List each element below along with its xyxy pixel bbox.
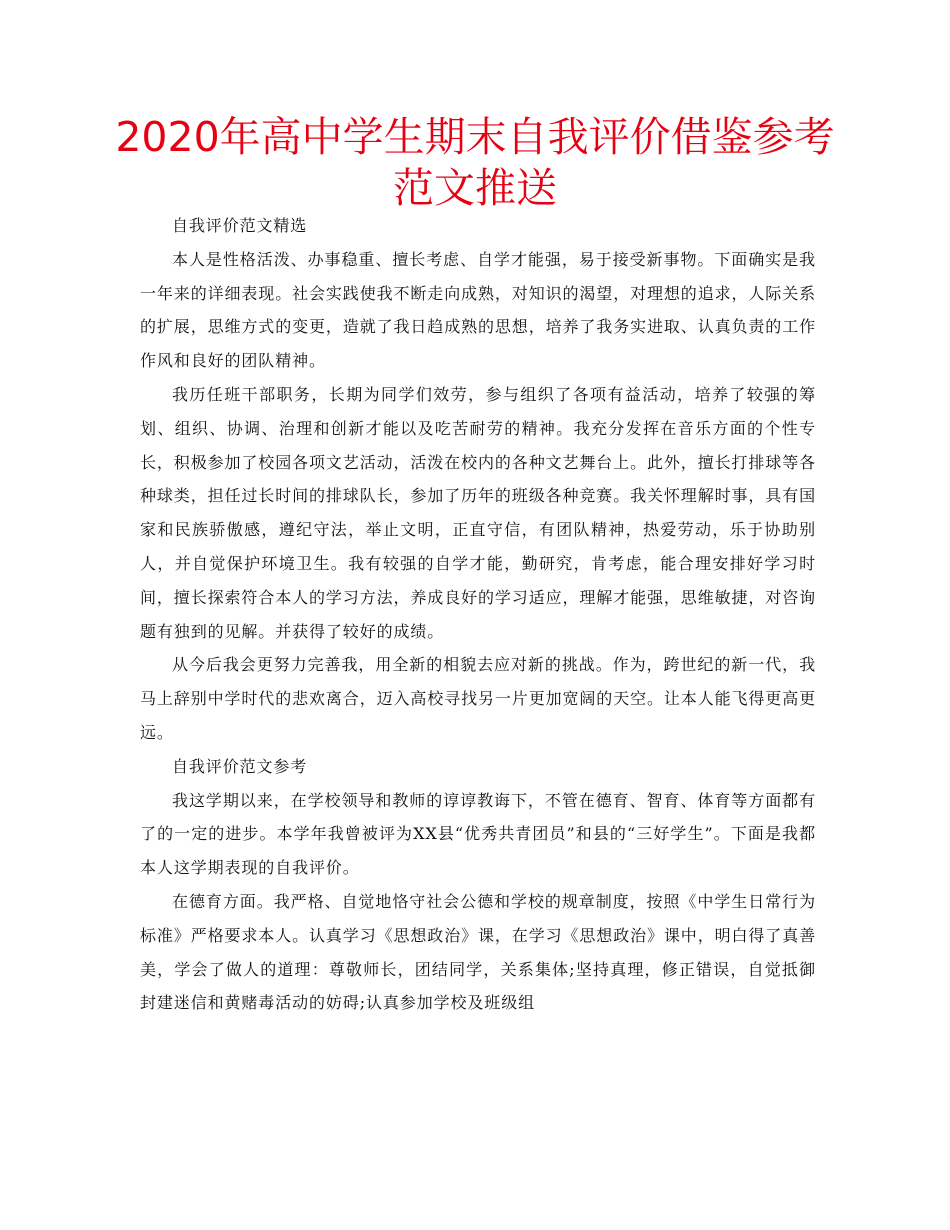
document-title: 2020年高中学生期末自我评价借鉴参考范文推送 [115,113,835,212]
body-paragraph: 我历任班干部职务，长期为同学们效劳，参与组织了各项有益活动，培养了较强的筹划、组织、协调、治理和创新才能以及吃苦耐劳的精神。我充分发挥在音乐方面的个性专长，积极参加了校园各项文艺活动，活泼在校内的各种文艺舞台上。此外，擅长打排球等各种球类，担任过长时间的排球队长，参加了历年的班级各种竞赛。我关怀理解时事，具有国家和民族骄傲感，遵纪守法，举止文明，正直守信，有团队精神，热爱劳动，乐于协助别人，并自觉保护环境卫生。我有较强的自学才能，勤研究，肯考虑，能合理安排好学习时间，擅长探索符合本人的学习方法，养成良好的学习适应，理解才能强，思维敏捷，对咨询题有独到的见解。并获得了较好的成绩。 [140,384,817,641]
body-paragraph: 从今后我会更努力完善我，用全新的相貌去应对新的挑战。作为，跨世纪的新一代，我马上辞别中学时代的悲欢离合，迈入高校寻找另一片更加宽阔的天空。让本人能飞得更高更远。 [140,655,817,742]
document-body [140,209,816,1020]
section-heading: 自我评价范文精选 [172,216,308,235]
section-heading: 自我评价范文参考 [172,756,308,776]
body-paragraph: 在德育方面。我严格、自觉地恪守社会公德和学校的规章制度，按照《中学生日常行为标准》严格要求本人。认真学习《思想政治》课，在学习《思想政治》课中，明白得了真善美，学会了做人的道理：尊敬师长，团结同学，关系集体;坚持真理，修正错误，自觉抵御封建迷信和黄赌毒活动的妨碍;认真参加学校及班级组 [140,891,817,1013]
body-paragraph: 本人是性格活泼、办事稳重、擅长考虑、自学才能强，易于接受新事物。下面确实是我一年来的详细表现。社会实践使我不断走向成熟，对知识的渴望，对理想的追求，人际关系的扩展，思维方式的变更，造就了我日趋成熟的思想，培养了我务实进取、认真负责的工作作风和良好的团队精神。 [140,249,817,371]
body-paragraph: 我这学期以来，在学校领导和教师的谆谆教诲下，不管在德育、智育、体育等方面都有了的一定的进步。本学年我曾被评为XX县“优秀共青团员”和县的“三好学生”。下面是我都本人这学期表现的自我评价。 [140,790,816,878]
